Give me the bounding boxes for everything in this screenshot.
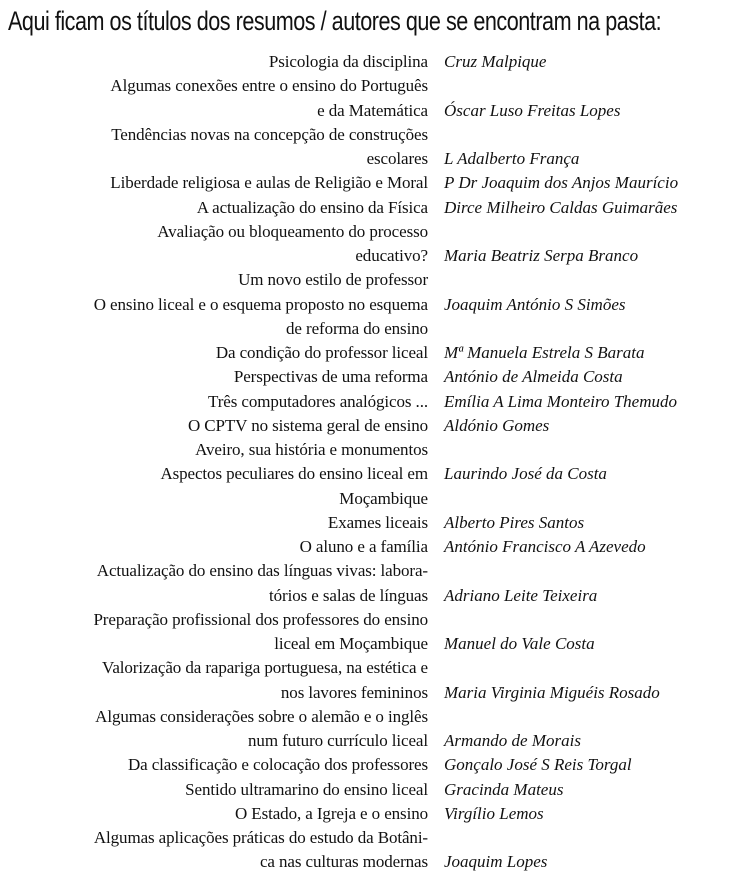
summary-title: A actualização do ensino da Física: [196, 197, 428, 217]
summary-title: Valorização da rapariga portuguesa, na estética e: [102, 658, 428, 678]
list-item: [0, 74, 740, 98]
summary-author: Manuel do Vale Costa: [444, 634, 595, 653]
list-item: [0, 487, 740, 511]
list-item: [0, 220, 740, 244]
list-item: [0, 608, 740, 632]
summary-title: Sentido ultramarino do ensino liceal: [185, 779, 428, 799]
summary-title: Perspectivas de uma reforma: [233, 367, 428, 387]
list-item: [0, 656, 740, 680]
list-item: [0, 802, 740, 826]
summary-title: O CPTV no sistema geral de ensino: [187, 415, 428, 435]
summary-author: Óscar Luso Freitas Lopes: [444, 100, 621, 120]
summary-author: Gonçalo José S Reis Torgal: [444, 755, 632, 775]
list-item: [0, 462, 740, 486]
summary-title: de reforma do ensino: [286, 318, 428, 338]
summary-title: Aveiro, sua história e monumentos: [195, 440, 428, 459]
summary-author: Laurindo José da Costa: [444, 464, 607, 484]
summary-author: Alberto Pires Santos: [444, 512, 585, 532]
summary-title: Um novo estilo de professor: [238, 270, 428, 290]
summary-author: Cruz Malpique: [444, 52, 547, 71]
summary-title: Algumas conexões entre o ensino do Português: [110, 76, 428, 96]
list-item: [0, 317, 740, 341]
summary-title: Exames liceais: [327, 512, 428, 532]
summary-author: António Francisco A Azevedo: [444, 537, 646, 556]
list-item: [0, 196, 740, 220]
summary-title: liceal em Moçambique: [274, 634, 428, 653]
summary-author: Maria Virginia Miguéis Rosado: [444, 682, 660, 702]
summary-author: Emília A Lima Monteiro Themudo: [444, 391, 677, 411]
list-item: [0, 511, 740, 535]
summary-title: Algumas aplicações práticas do estudo da Botâni-: [93, 828, 428, 847]
list-item: [0, 584, 740, 608]
summary-title: tórios e salas de línguas: [269, 585, 428, 605]
summary-author: Joaquim António S Simões: [444, 294, 626, 314]
list-item: [0, 729, 740, 753]
list-item: [0, 414, 740, 438]
summary-author: L Adalberto França: [444, 149, 580, 168]
summary-title: Avaliação ou bloqueamento do processo: [157, 221, 428, 241]
summary-title: O Estado, a Igreja e o ensino: [234, 803, 428, 823]
summary-author: Mª Manuela Estrela S Barata: [444, 343, 645, 362]
summary-title: O aluno e a família: [299, 537, 428, 556]
list-item: [0, 268, 740, 292]
page-heading: Aqui ficam os títulos dos resumos / autores que se encontram na pasta:: [8, 6, 662, 36]
list-item: [0, 365, 740, 389]
summary-title: num futuro currículo liceal: [248, 731, 428, 750]
summary-title: educativo?: [355, 246, 428, 265]
summary-author: Adriano Leite Teixeira: [444, 585, 598, 605]
summary-title: Preparação profissional dos professores do ensino: [93, 609, 428, 629]
summary-title: Três computadores analógicos ...: [208, 391, 428, 411]
list-item: [0, 147, 740, 171]
list-item: [0, 681, 740, 705]
summary-author: P Dr Joaquim dos Anjos Maurício: [444, 173, 679, 193]
list-item: [0, 438, 740, 462]
list-item: [0, 293, 740, 317]
summary-title: Tendências novas na concepção de construções: [111, 124, 428, 144]
summary-title: Da condição do professor liceal: [215, 343, 428, 362]
list-item: [0, 123, 740, 147]
summary-title: Algumas considerações sobre o alemão e o inglês: [95, 706, 428, 726]
list-item: [0, 99, 740, 123]
summary-author: Joaquim Lopes: [444, 852, 548, 872]
list-item: [0, 244, 740, 268]
summaries-list: [0, 50, 740, 875]
summary-title: Liberdade religiosa e aulas de Religião e Moral: [110, 173, 428, 193]
list-item: [0, 705, 740, 729]
summary-title: e da Matemática: [317, 100, 428, 120]
summary-author: Gracinda Mateus: [444, 779, 564, 799]
list-item: [0, 341, 740, 365]
list-item: [0, 826, 740, 850]
summary-author: Dirce Milheiro Caldas Guimarães: [444, 197, 678, 217]
summary-title: escolares: [366, 149, 428, 168]
list-item: [0, 632, 740, 656]
list-item: [0, 535, 740, 559]
list-item: [0, 559, 740, 583]
summary-title: Actualização do ensino das línguas vivas: labora-: [96, 561, 428, 581]
summary-author: Maria Beatriz Serpa Branco: [444, 246, 639, 265]
summary-title: O ensino liceal e o esquema proposto no esquema: [93, 294, 428, 314]
summary-title: nos lavores femininos: [280, 682, 428, 702]
summary-author: Armando de Morais: [444, 731, 581, 750]
list-item: [0, 171, 740, 195]
list-item: [0, 50, 740, 74]
summary-title: Psicologia da disciplina: [268, 52, 428, 71]
list-item: [0, 850, 740, 874]
list-item: [0, 390, 740, 414]
summary-title: Moçambique: [339, 488, 428, 508]
summary-author: Aldónio Gomes: [444, 415, 550, 435]
summary-title: Da classificação e colocação dos professores: [127, 755, 428, 775]
list-item: [0, 778, 740, 802]
summary-author: Virgílio Lemos: [444, 803, 544, 823]
summary-title: ca nas culturas modernas: [259, 852, 428, 872]
summary-author: António de Almeida Costa: [444, 367, 623, 387]
summary-title: Aspectos peculiares do ensino liceal em: [160, 464, 428, 484]
list-item: [0, 753, 740, 777]
